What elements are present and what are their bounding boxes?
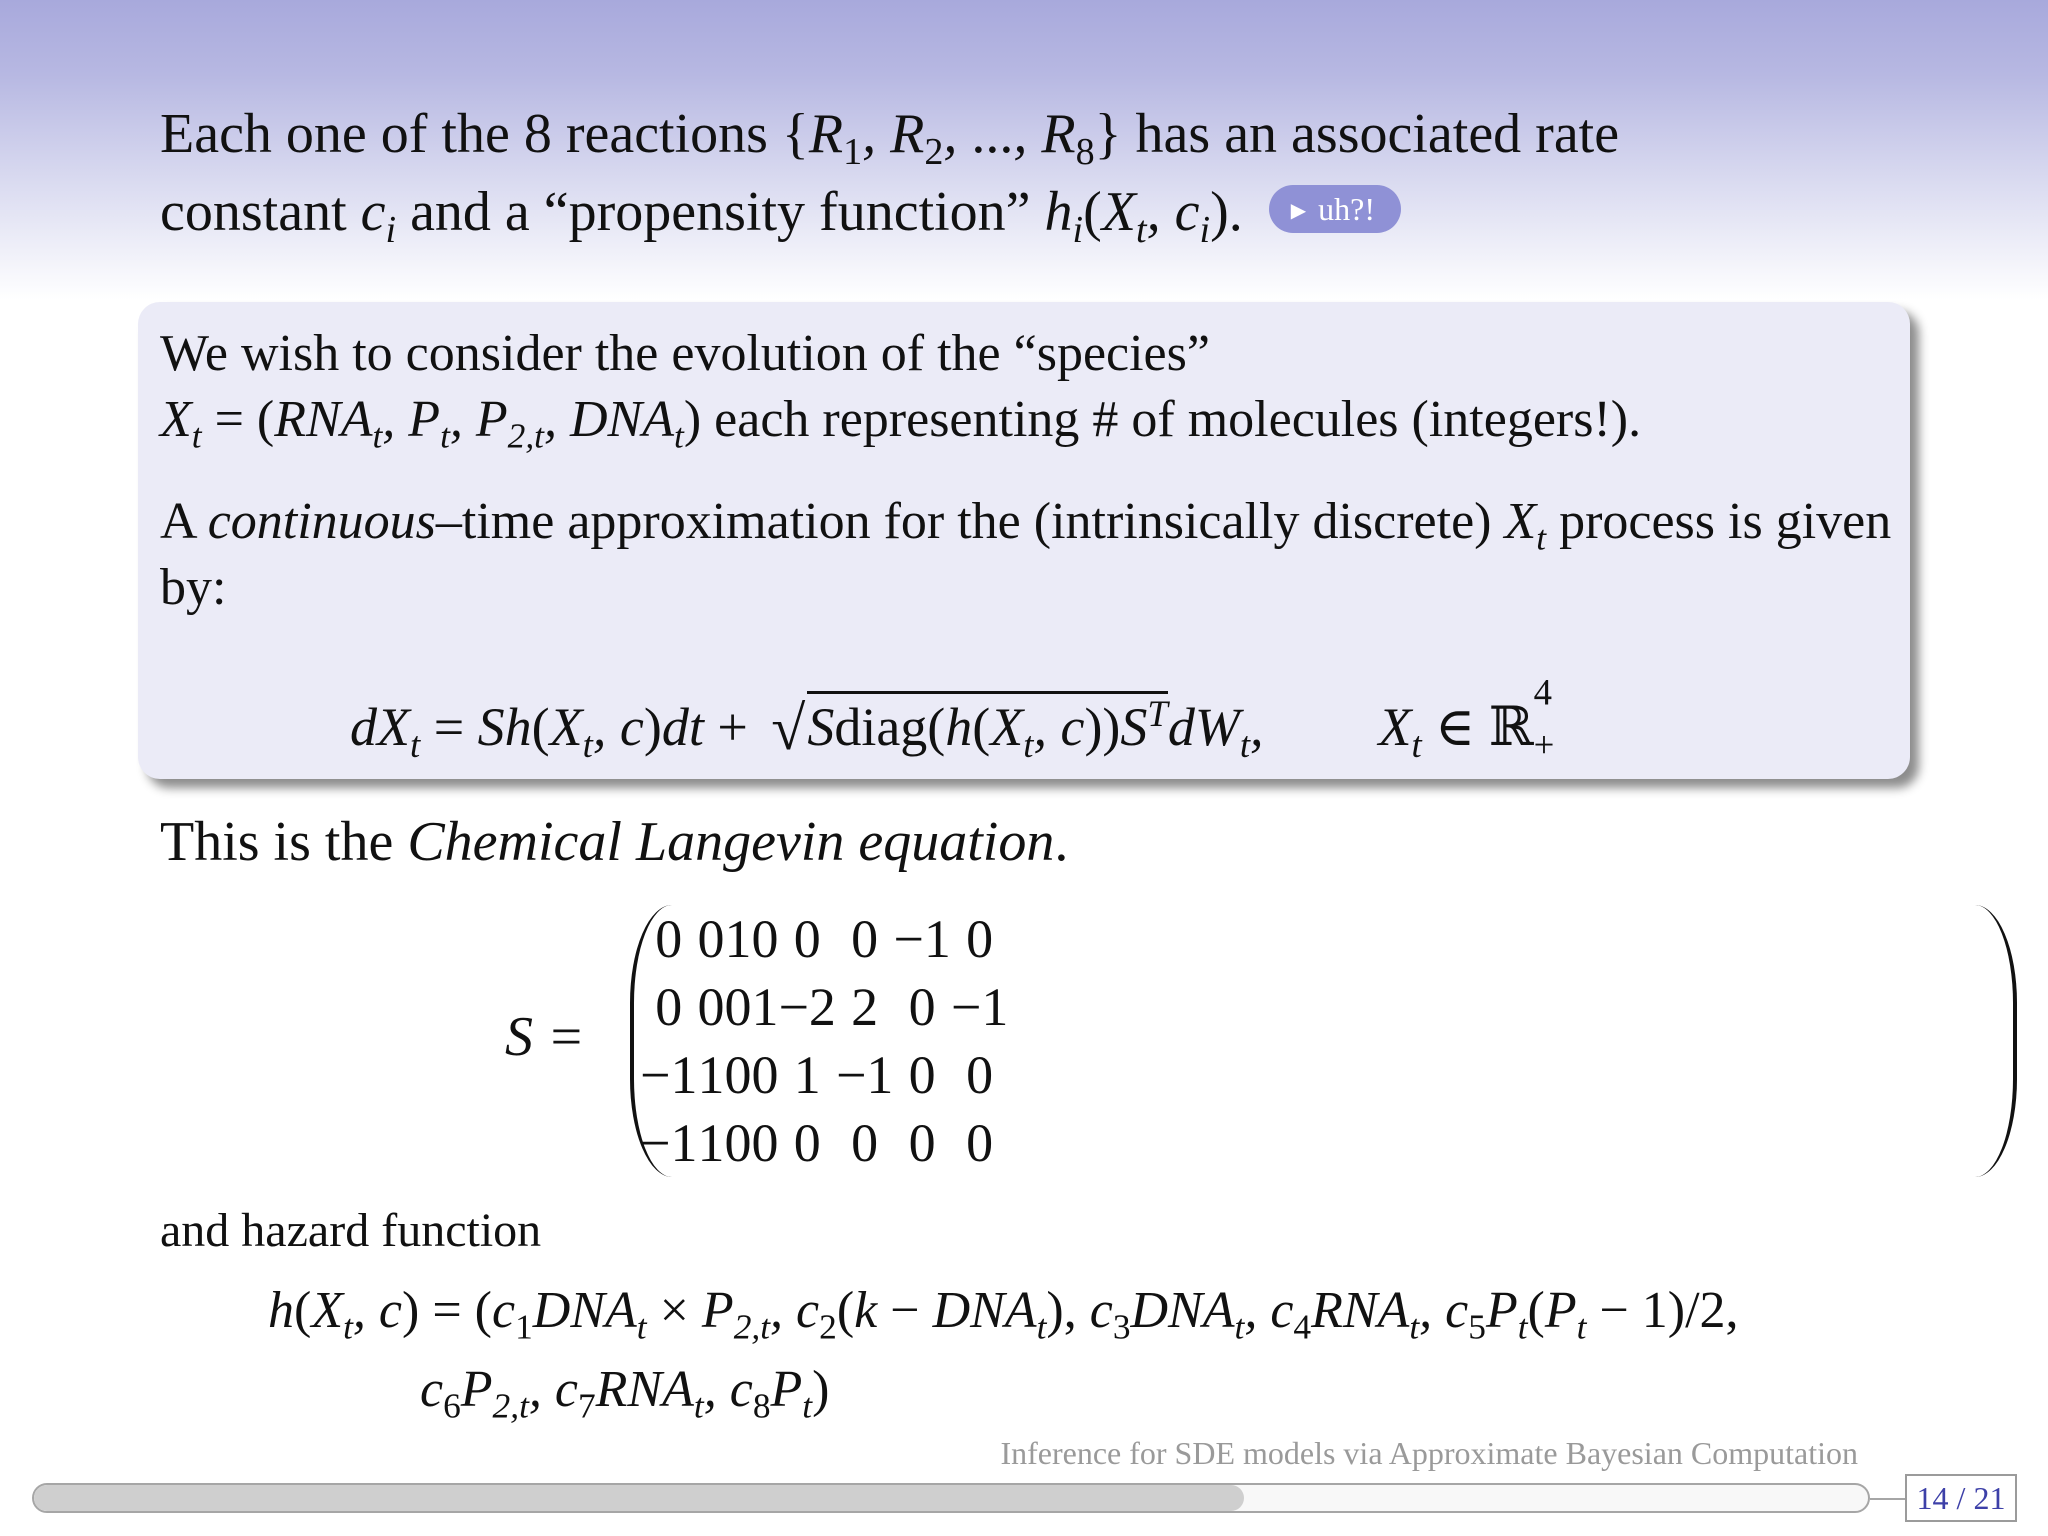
navigation-progress-bar[interactable] [32, 1483, 1870, 1513]
progress-fill [34, 1485, 1244, 1511]
hazard-formula-line2: $c_6P_{2,t}$, $c_7RNA_t$, $c_8P_t$) [420, 1361, 830, 1426]
matrix-row [640, 973, 1008, 1041]
approx-suffix: process is given by: [160, 493, 1892, 616]
matrix-cell: 0 [724, 1113, 752, 1173]
matrix-right-paren [1975, 905, 2017, 1177]
matrix-cell: 0 [655, 977, 683, 1037]
approx-prefix: A [160, 493, 195, 550]
title-line1-prefix: Each one of the 8 reactions [160, 103, 768, 165]
matrix-cell: −1 [640, 1045, 698, 1105]
title-line2-middle: and a “propensity function” [410, 181, 1031, 243]
matrix-cell: −1 [893, 909, 951, 969]
matrix-cell: 0 [908, 1045, 936, 1105]
cle-prefix: This is the [160, 811, 394, 873]
matrix-cell: 0 [751, 1045, 779, 1105]
matrix-cell: 0 [908, 977, 936, 1037]
species-line2-suffix: each representing # of molecules (integers!). [714, 391, 1642, 448]
approx-xt-symbol: $X_t$ [1504, 493, 1547, 558]
hazard-label: and hazard function [160, 1204, 542, 1257]
matrix-cell: 0 [966, 1113, 994, 1173]
approx-italic: continuous [207, 493, 436, 550]
page-number: 14 / 21 [1905, 1474, 2017, 1522]
matrix-cell: 0 [793, 909, 821, 969]
footer-title: Inference for SDE models via Approximate Bayesian Computation [1000, 1435, 1858, 1471]
approx-middle: –time approximation for the (intrinsically discrete) [435, 493, 1492, 550]
uh-button-label: uh?! [1318, 191, 1375, 227]
matrix-cell: 0 [751, 909, 779, 969]
matrix-row [640, 1109, 1008, 1177]
matrix-row [640, 905, 1008, 973]
reactions-set: {$R_1$, $R_2$, ..., $R_8$} [781, 103, 1122, 174]
matrix-cell: 0 [793, 1113, 821, 1173]
matrix-cell: 0 [697, 977, 725, 1037]
title-line2-prefix: constant [160, 181, 347, 243]
matrix-cell: 1 [697, 1045, 725, 1105]
cle-suffix: . [1054, 811, 1069, 873]
matrix-cell: 1 [751, 977, 779, 1037]
matrix-cell: −1 [835, 1045, 894, 1105]
matrix-cell: −1 [950, 977, 1009, 1037]
matrix-cell: 1 [724, 909, 752, 969]
approximation-paragraph [160, 489, 1900, 621]
matrix-label: S = [505, 1006, 585, 1068]
matrix-cell: 0 [966, 909, 994, 969]
matrix-cell: 0 [655, 909, 683, 969]
matrix-cell: 0 [724, 977, 752, 1037]
slide-title [160, 95, 1920, 251]
matrix-cell: 0 [851, 909, 879, 969]
cle-sentence [160, 803, 1068, 881]
title-line1-suffix: has an associated rate [1135, 103, 1620, 165]
play-triangle-icon: ▶ [1290, 200, 1307, 222]
uh-button[interactable] [1269, 185, 1401, 233]
matrix-cell: 0 [908, 1113, 936, 1173]
matrix-cell: 1 [793, 1045, 821, 1105]
matrix-cell: 0 [724, 1045, 752, 1105]
matrix-cell: 0 [966, 1045, 994, 1105]
matrix-cell: 0 [697, 909, 725, 969]
cle-name: Chemical Langevin equation [407, 811, 1055, 873]
hazard-formula-line1: $h(X_t$, $c) = (c_1DNA_t \times P_{2,t}$, $c_2(k - DNA_t)$, $c_3DNA_t$, $c_4RNA_t$, $c_5P_t(P_t - 1)/2$, [268, 1282, 1739, 1347]
matrix-cell: −2 [778, 977, 836, 1037]
propensity-symbol: $h_i(X_t$, $c_i$). [1044, 181, 1243, 252]
matrix-row [640, 1041, 1008, 1109]
species-vector: $X_t = (RNA_t$, $P_t$, $P_{2,t}$, $DNA_t$) [160, 391, 702, 456]
matrix-table [640, 905, 1008, 1177]
species-paragraph [160, 321, 1900, 456]
matrix-cell: 0 [751, 1113, 779, 1173]
rate-constant-symbol: $c_i$ [360, 181, 397, 252]
matrix-cell: −1 [640, 1113, 698, 1173]
species-line1: We wish to consider the evolution of the “species” [160, 325, 1210, 382]
matrix-cell: 2 [851, 977, 879, 1037]
matrix-cell: 0 [851, 1113, 879, 1173]
matrix-cell: 1 [697, 1113, 725, 1173]
cle-formula: $dX_t = Sh(X_t$, $c)dt + √Sdiag(h(X_t$, $c))S^TdW_t$, $X_t$ ∈ ℝ$^4_+$ [350, 671, 1555, 765]
progress-connector [1870, 1498, 1905, 1500]
